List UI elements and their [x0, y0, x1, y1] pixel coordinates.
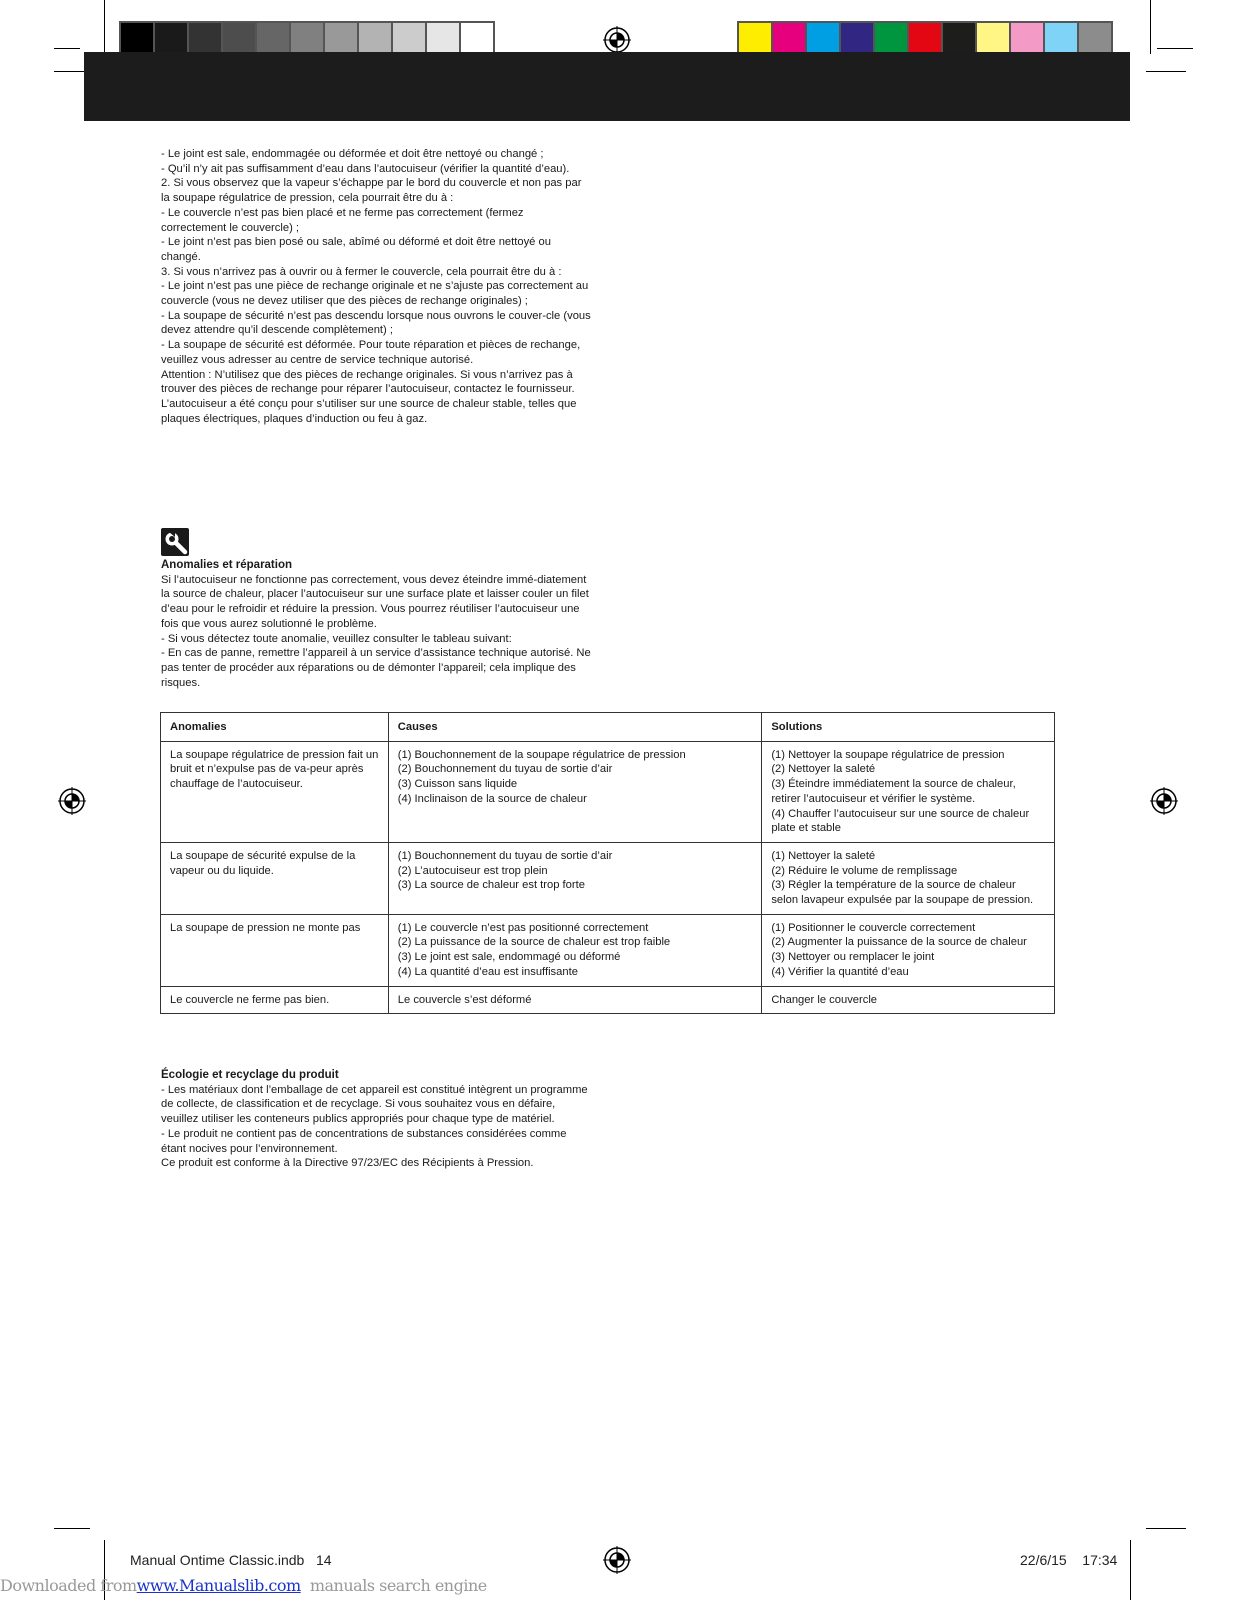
crop-mark	[54, 1528, 90, 1529]
anomaly-cell: Le couvercle ne ferme pas bien.	[161, 986, 389, 1014]
table-row	[161, 842, 1055, 914]
footer-time: 17:34	[1082, 1552, 1118, 1568]
cell-line: (4) La quantité d’eau est insuffisante	[397, 965, 578, 978]
cell-line: (1) Le couvercle n’est pas positionné correctement	[397, 921, 649, 934]
solutions-cell	[762, 842, 1055, 914]
repair-paragraphs	[161, 573, 591, 691]
cell-line: Changer le couvercle	[771, 993, 878, 1006]
paragraph: 3. Si vous n’arrivez pas à ouvrir ou à fermer le couvercle, cela pourrait être du à :	[161, 265, 562, 278]
cell-line: (4) Chauffer l’autocuiseur sur une source de chaleur plate et stable	[771, 807, 1030, 835]
paragraph: Ce produit est conforme à la Directive 97/23/EC des Récipients à Pression.	[161, 1157, 534, 1170]
table-header-row	[161, 713, 1055, 742]
registration-mark-icon	[58, 787, 86, 815]
section-title: Anomalies et réparation	[161, 559, 293, 571]
footer-filename: Manual Ontime Classic.indb	[130, 1552, 305, 1568]
paragraph: plaques électriques, plaques d’induction ou feu à gaz.	[161, 412, 428, 425]
table-row	[161, 914, 1055, 986]
paragraph: L’autocuiseur a été conçu pour s’utiliser sur une source de chaleur stable, telles que	[161, 397, 577, 410]
paragraph: trouver des pièces de rechange pour réparer l’autocuiseur, contactez le fournisseur.	[161, 383, 575, 396]
cell-line: (3) Cuisson sans liquide	[397, 778, 518, 791]
ecology-paragraphs	[161, 1083, 591, 1171]
crop-mark	[1157, 48, 1193, 49]
cell-line: (3) La source de chaleur est trop forte	[397, 879, 585, 892]
repair-section	[161, 558, 591, 690]
table-row	[161, 741, 1055, 842]
download-suffix: manuals search engine	[309, 1576, 487, 1595]
crop-mark	[1146, 71, 1186, 72]
cell-line: (4) Inclinaison de la source de chaleur	[397, 792, 587, 805]
cell-line: (4) Vérifier la quantité d’eau	[771, 965, 909, 978]
ecology-section	[161, 1068, 591, 1171]
paragraph: - Si vous détectez toute anomalie, veuillez consulter le tableau suivant:	[161, 632, 512, 645]
column-header: Anomalies	[161, 713, 389, 742]
cell-line: (2) Augmenter la puissance de la source de chaleur	[771, 936, 1027, 949]
paragraph: - Le joint n’est pas une pièce de rechange originale et ne s’ajuste pas correctement au couvercle (vous ne devez utiliser que des pièces de rechange originales) ;	[161, 280, 589, 308]
cell-line: (2) L’autocuiseur est trop plein	[397, 864, 548, 877]
cell-line: (1) Bouchonnement du tuyau de sortie d’air	[397, 849, 613, 862]
column-header: Causes	[388, 713, 762, 742]
registration-mark-icon	[603, 26, 631, 54]
causes-cell	[388, 842, 762, 914]
causes-cell	[388, 914, 762, 986]
causes-cell	[388, 741, 762, 842]
section-title: Écologie et recyclage du produit	[161, 1069, 339, 1081]
anomalies-table	[160, 712, 1055, 1014]
crop-mark	[104, 0, 105, 54]
anomaly-cell: La soupape régulatrice de pression fait un bruit et n’expulse pas de va-peur après chauffage de l’autocuiseur.	[161, 741, 389, 842]
paragraph: - La soupape de sécurité n’est pas descendu lorsque nous ouvrons le couver-cle (vous devez attendre qu’il descende complètement) ;	[161, 309, 591, 337]
solutions-cell	[762, 741, 1055, 842]
solutions-cell	[762, 914, 1055, 986]
cell-line: (1) Nettoyer la saleté	[771, 849, 876, 862]
paragraph: Si l’autocuiseur ne fonctionne pas correctement, vous devez éteindre immé-diatement la source de chaleur, placer l’autocuiseur sur une surface plate et laisser couler un filet d’eau pour le refroidir et réduire la pression. Vous pourrez réutiliser l’autocuiseur une fois que vous aurez solutionné le problème.	[161, 573, 589, 630]
cell-line: (2) Réduire le volume de remplissage	[771, 864, 958, 877]
registration-mark-icon	[603, 1546, 631, 1574]
manualslib-link[interactable]: www.Manualslib.com	[136, 1576, 301, 1595]
download-banner	[0, 1576, 487, 1595]
crop-mark	[1150, 0, 1151, 54]
solutions-cell	[762, 986, 1055, 1014]
paragraph: - En cas de panne, remettre l’appareil à un service d’assistance technique autorisé. Ne pas tenter de procéder aux réparations ou de démonter l’appareil; cela implique des risques.	[161, 647, 591, 689]
crop-mark	[1146, 1528, 1186, 1529]
footer-page: 14	[315, 1552, 332, 1568]
wrench-icon	[161, 528, 189, 556]
paragraph: - Le joint est sale, endommagée ou déformée et doit être nettoyé ou changé ;	[161, 148, 544, 160]
crop-mark	[1130, 1540, 1131, 1600]
cell-line: (3) Régler la température de la source de chaleur selon lavapeur expulsée par la soupape de pression.	[771, 879, 1034, 907]
paragraph: - Le couvercle n’est pas bien placé et ne ferme pas correctement (fermez correctement le couvercle) ;	[161, 206, 524, 234]
cell-line: (2) Nettoyer la saleté	[771, 763, 876, 776]
footer-file	[130, 1552, 332, 1568]
header-band	[84, 52, 1130, 121]
download-prefix: Downloaded from	[0, 1576, 137, 1595]
cell-line: (3) Nettoyer ou remplacer le joint	[771, 951, 935, 964]
paragraph: - Le produit ne contient pas de concentrations de substances considérées comme étant nocives pour l’environnement.	[161, 1127, 567, 1155]
paragraph: - Qu’il n’y ait pas suffisamment d’eau dans l’autocuiseur (vérifier la quantité d’eau).	[161, 162, 570, 175]
paragraph: Attention : N’utilisez que des pièces de rechange originales. Si vous n’arrivez pas à	[161, 368, 573, 381]
footer-timestamp	[1020, 1552, 1117, 1568]
cell-line: (1) Nettoyer la soupape régulatrice de pression	[771, 748, 1005, 761]
anomaly-cell: La soupape de pression ne monte pas	[161, 914, 389, 986]
cell-line: (3) Le joint est sale, endommagé ou déformé	[397, 951, 621, 964]
causes-cell	[388, 986, 762, 1014]
paragraph: - Le joint n’est pas bien posé ou sale, abîmé ou déformé et doit être nettoyé ou changé.	[161, 236, 551, 263]
table-body	[161, 741, 1055, 1014]
intro-text	[161, 147, 591, 426]
registration-mark-icon	[1150, 787, 1178, 815]
cell-line: (2) La puissance de la source de chaleur est trop faible	[397, 936, 671, 949]
paragraph: 2. Si vous observez que la vapeur s’échappe par le bord du couvercle et non pas par la soupape régulatrice de pression, cela pourrait être du à :	[161, 177, 582, 205]
cell-line: Le couvercle s’est déformé	[397, 993, 532, 1006]
footer-date: 22/6/15	[1020, 1552, 1067, 1568]
cell-line: (1) Positionner le couvercle correctement	[771, 921, 976, 934]
paragraph: - Les matériaux dont l’emballage de cet appareil est constitué intègrent un programme de collecte, de classification et de recyclage. Si vous souhaitez vous en défaire, veuillez utiliser les conteneurs publics appropriés pour chaque type de matériel.	[161, 1083, 588, 1126]
cell-line: (3) Éteindre immédiatement la source de chaleur, retirer l’autocuiseur et vérifier le système.	[771, 778, 1016, 805]
cell-line: (1) Bouchonnement de la soupape régulatrice de pression	[397, 748, 686, 761]
column-header: Solutions	[762, 713, 1055, 742]
table-row	[161, 986, 1055, 1014]
crop-mark	[54, 48, 80, 49]
paragraph: - La soupape de sécurité est déformée. Pour toute réparation et pièces de rechange, veuillez vous adresser au centre de service technique autorisé.	[161, 339, 581, 366]
anomaly-cell: La soupape de sécurité expulse de la vapeur ou du liquide.	[161, 842, 389, 914]
cell-line: (2) Bouchonnement du tuyau de sortie d’air	[397, 763, 613, 776]
